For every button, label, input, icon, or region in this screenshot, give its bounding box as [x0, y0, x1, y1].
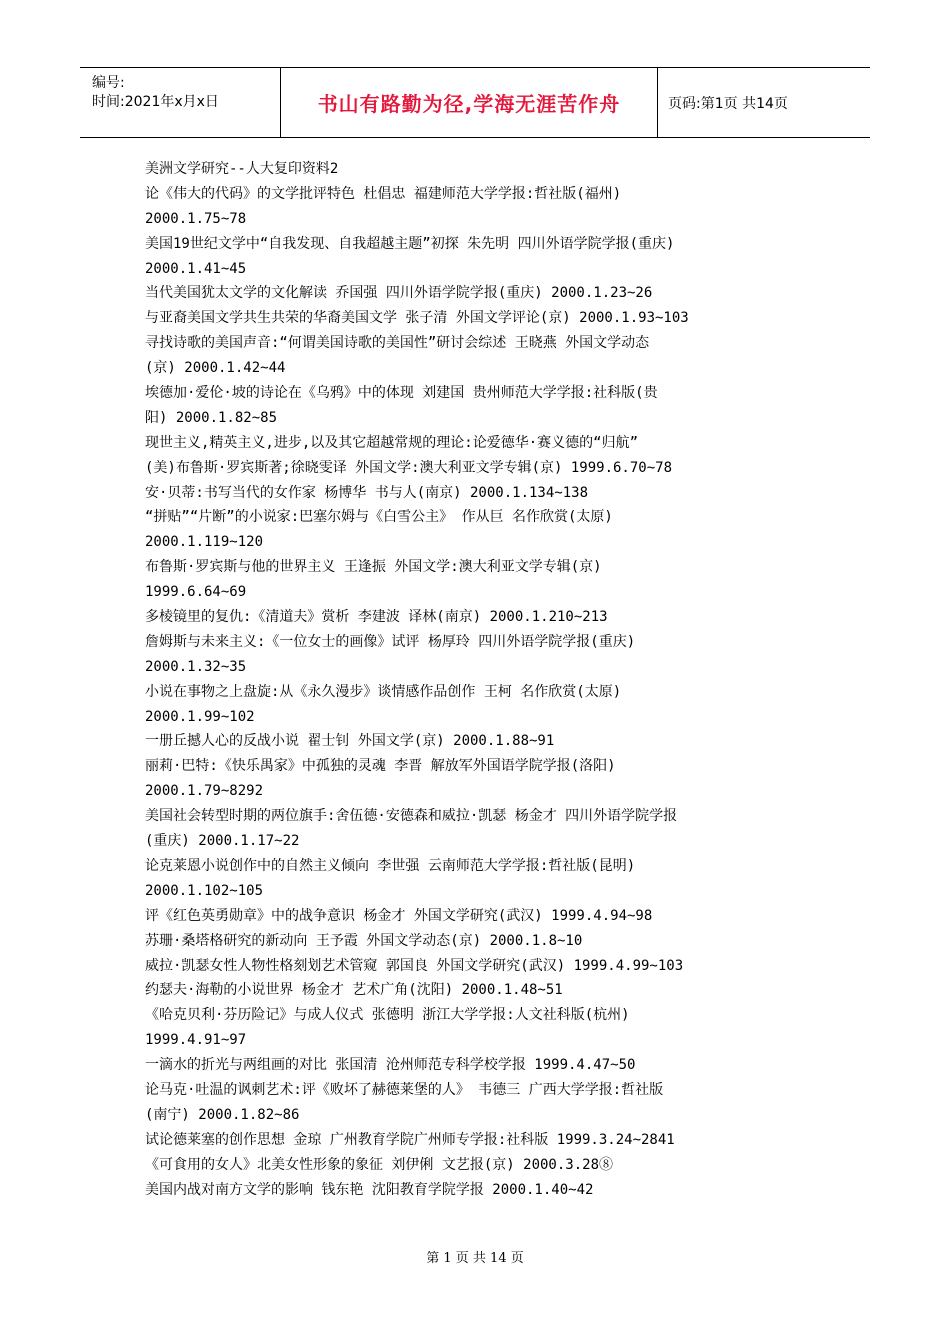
text-line: 2000.1.102~105: [145, 882, 264, 899]
text-line: 试论德莱塞的创作思想 金琼 广州教育学院广州师专学报:社科版 1999.3.24~2841: [145, 1131, 675, 1148]
text-line: 评《红色英勇勋章》中的战争意识 杨金才 外国文学研究(武汉) 1999.4.94~98: [145, 907, 653, 924]
text-line: 安·贝蒂:书写当代的女作家 杨博华 书与人(南京) 2000.1.134~138: [145, 484, 589, 501]
text-line: 1999.4.91~97: [145, 1032, 247, 1049]
header-page-info: 页码:第1页 共14页: [668, 95, 788, 112]
text-line: 詹姆斯与未来主义:《一位女士的画像》试评 杨厚玲 四川外语学院学报(重庆): [145, 633, 636, 650]
text-line: 2000.1.79~8292: [145, 783, 264, 800]
text-line: 丽莉·巴特:《快乐禺家》中孤独的灵魂 李晋 解放军外国语学院学报(洛阳): [145, 758, 616, 775]
text-line: (京) 2000.1.42~44: [145, 360, 286, 377]
time-label: 时间:2021年x月x日: [92, 94, 219, 110]
text-line: 埃德加·爱伦·坡的诗论在《乌鸦》中的体现 刘建国 贵州师范大学学报:社科版(贵: [145, 385, 658, 402]
page-header: [80, 67, 870, 138]
text-line: 阳) 2000.1.82~85: [145, 409, 278, 426]
text-line: (南宁) 2000.1.82~86: [145, 1106, 300, 1123]
text-line: 多棱镜里的复仇:《清道夫》赏析 李建波 译林(南京) 2000.1.210~213: [145, 609, 608, 626]
text-line: 当代美国犹太文学的文化解读 乔国强 四川外语学院学报(重庆) 2000.1.23~26: [145, 285, 653, 302]
text-line: 《可食用的女人》北美女性形象的象征 刘伊俐 文艺报(京) 2000.3.28⑧: [145, 1156, 614, 1173]
text-line: 论克莱恩小说创作中的自然主义倾向 李世强 云南师范大学学报:哲社版(昆明): [145, 857, 636, 874]
header-meta: [80, 68, 280, 137]
text-line: 美洲文学研究--人大复印资料2: [145, 161, 339, 177]
text-line: 2000.1.41~45: [145, 260, 247, 277]
text-line: 现世主义,精英主义,进步,以及其它超越常规的理论:论爱德华·赛义德的“归航”: [145, 434, 638, 451]
header-motto: 书山有路勤为径,学海无涯苦作舟: [280, 68, 658, 137]
text-line: 美国内战对南方文学的影响 钱东艳 沈阳教育学院学报 2000.1.40~42: [145, 1181, 594, 1198]
text-line: (重庆) 2000.1.17~22: [145, 833, 300, 850]
text-line: “拼贴”“片断”的小说家:巴塞尔姆与《白雪公主》 作从巨 名作欣赏(太原): [145, 509, 613, 526]
text-line: 布鲁斯·罗宾斯与他的世界主义 王逢振 外国文学:澳大利亚文学专辑(京): [145, 559, 602, 576]
text-line: 寻找诗歌的美国声音:“何谓美国诗歌的美国性”研讨会综述 王晓燕 外国文学动态: [145, 335, 650, 352]
text-line: 1999.6.64~69: [145, 584, 247, 601]
text-line: 美国19世纪文学中“自我发现、自我超越主题”初探 朱先明 四川外语学院学报(重庆): [145, 235, 675, 252]
text-line: 2000.1.119~120: [145, 534, 264, 551]
text-line: 小说在事物之上盘旋:从《永久漫步》谈情感作品创作 王柯 名作欣赏(太原): [145, 683, 622, 700]
text-line: 《哈克贝利·芬历险记》与成人仪式 张德明 浙江大学学报:人文社科版(杭州): [145, 1007, 630, 1024]
text-line: 一册丘撼人心的反战小说 翟士钊 外国文学(京) 2000.1.88~91: [145, 733, 555, 750]
text-line: 2000.1.99~102: [145, 708, 255, 725]
text-line: 威拉·凯瑟女性人物性格刻划艺术管窥 郭国良 外国文学研究(武汉) 1999.4.99~103: [145, 957, 684, 974]
text-line: 论《伟大的代码》的文学批评特色 杜倡忠 福建师范大学学报:哲社版(福州): [145, 185, 622, 202]
document-body: [145, 157, 825, 1202]
text-line: 论马克·吐温的讽刺艺术:评《败坏了赫德莱堡的人》 韦德三 广西大学学报:哲社版: [145, 1081, 664, 1098]
code-label: 编号:: [92, 75, 125, 91]
page-footer: 第 1 页 共 14 页: [426, 1251, 524, 1266]
text-line: 2000.1.75~78: [145, 210, 247, 227]
text-line: 2000.1.32~35: [145, 658, 247, 675]
text-line: 美国社会转型时期的两位旗手:舍伍德·安德森和威拉·凯瑟 杨金才 四川外语学院学报: [145, 808, 678, 825]
text-line: 苏珊·桑塔格研究的新动向 王予霞 外国文学动态(京) 2000.1.8~10: [145, 932, 583, 949]
text-line: 一滴水的折光与两组画的对比 张国清 沧州师范专科学校学报 1999.4.47~50: [145, 1057, 636, 1074]
text-line: (美)布鲁斯·罗宾斯著;徐晓雯译 外国文学:澳大利亚文学专辑(京) 1999.6.70~78: [145, 459, 673, 476]
text-line: 与亚裔美国文学共生共荣的华裔美国文学 张子清 外国文学评论(京) 2000.1.93~103: [145, 310, 689, 327]
text-line: 约瑟夫·海勒的小说世界 杨金才 艺术广角(沈阳) 2000.1.48~51: [145, 982, 563, 999]
